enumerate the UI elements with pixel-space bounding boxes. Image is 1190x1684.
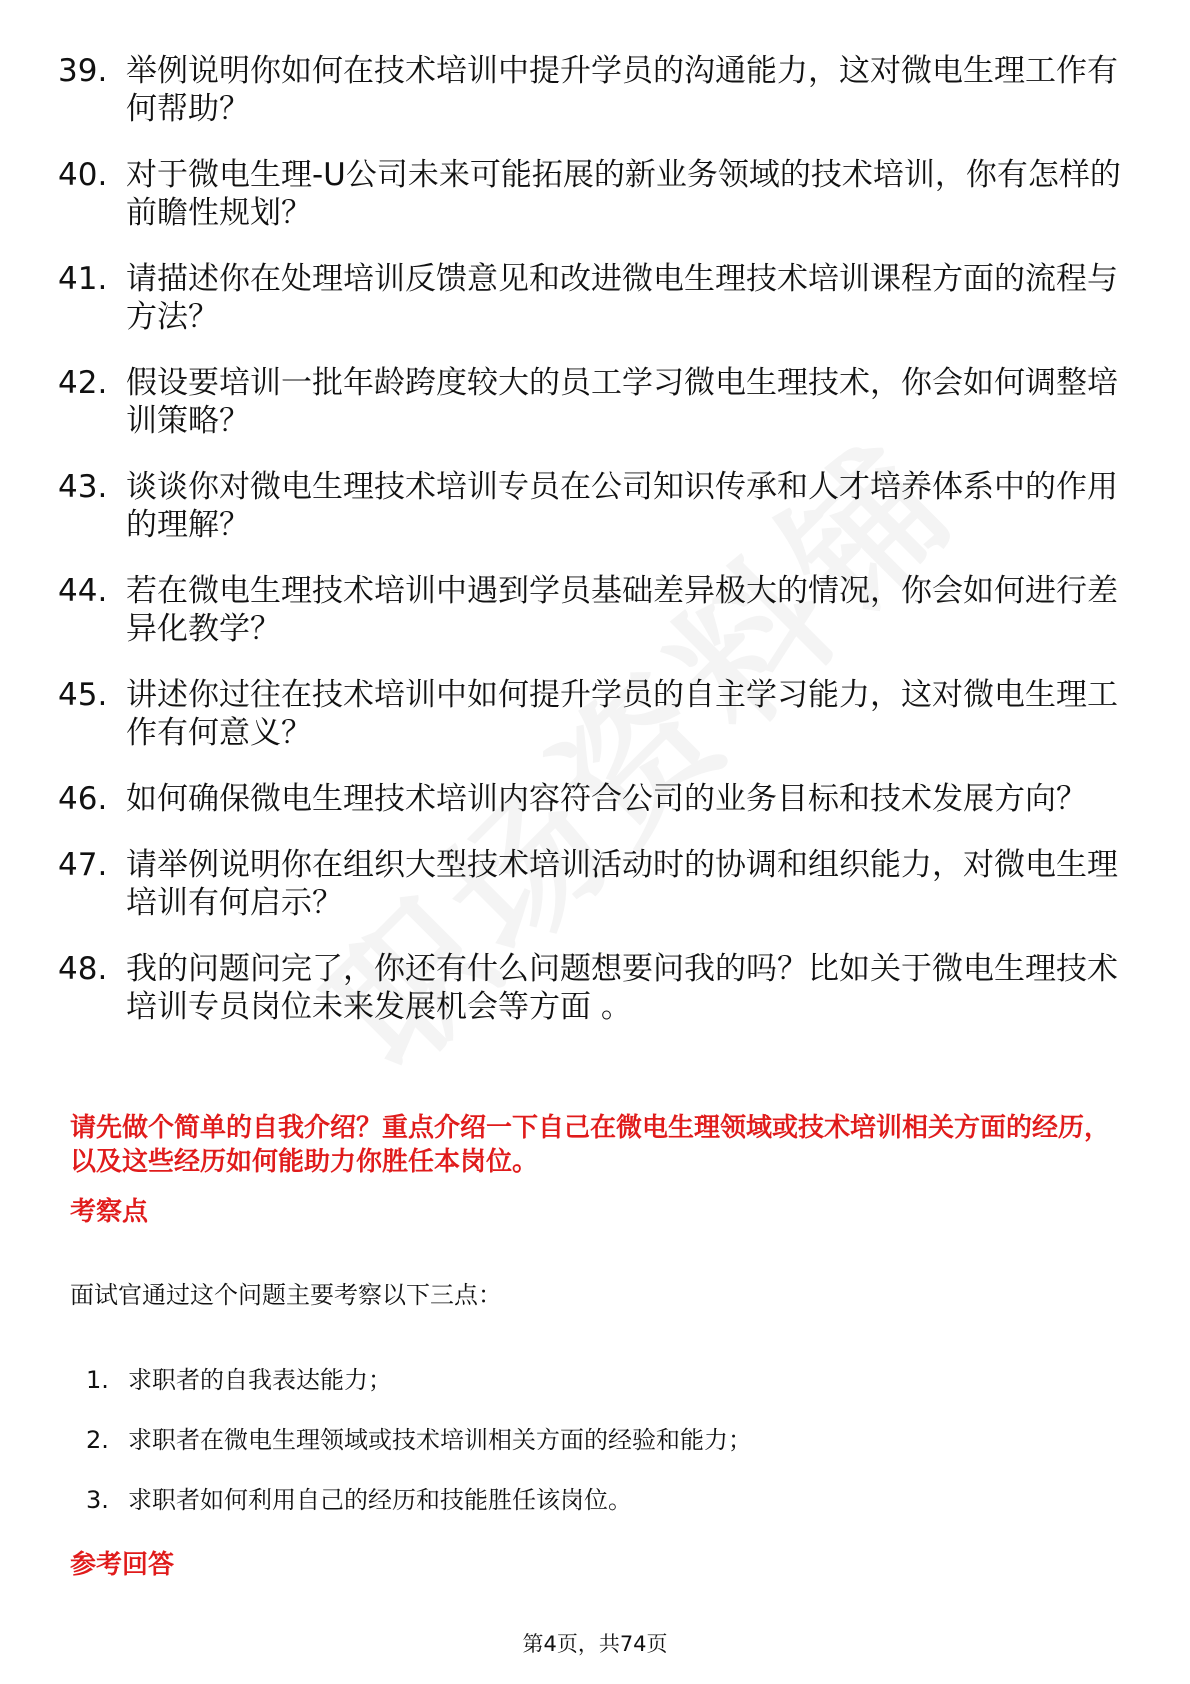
list-item bbox=[58, 156, 1128, 232]
list-item bbox=[86, 1364, 1086, 1396]
question-number: 40. bbox=[58, 157, 108, 193]
question-number: 46. bbox=[58, 781, 108, 817]
question-text: 讲述你过往在技术培训中如何提升学员的自主学习能力，这对微电生理工作有何意义？ bbox=[126, 677, 1118, 751]
question-text: 对于微电生理-U公司未来可能拓展的新业务领域的技术培训，你有怎样的前瞻性规划？ bbox=[126, 157, 1121, 231]
question-number: 44. bbox=[58, 573, 108, 609]
section-title-examine: 考察点 bbox=[70, 1197, 149, 1227]
intro-text: 面试官通过这个问题主要考察以下三点： bbox=[70, 1281, 502, 1309]
point-text: 求职者在微电生理领域或技术培训相关方面的经验和能力； bbox=[128, 1426, 752, 1454]
question-text: 请描述你在处理培训反馈意见和改进微电生理技术培训课程方面的流程与方法？ bbox=[126, 261, 1118, 335]
point-number: 1. bbox=[86, 1366, 109, 1394]
list-item bbox=[58, 780, 1128, 818]
point-text: 求职者如何利用自己的经历和技能胜任该岗位。 bbox=[128, 1486, 632, 1514]
highlight-question: 请先做个简单的自我介绍？重点介绍一下自己在微电生理领域或技术培训相关方面的经历，以及这些经历如何能助力你胜任本岗位。 bbox=[70, 1113, 1111, 1177]
question-text: 举例说明你如何在技术培训中提升学员的沟通能力，这对微电生理工作有何帮助？ bbox=[126, 53, 1118, 127]
question-number: 47. bbox=[58, 847, 108, 883]
question-number: 39. bbox=[58, 53, 108, 89]
list-item bbox=[86, 1484, 1086, 1516]
point-text: 求职者的自我表达能力； bbox=[128, 1366, 392, 1394]
list-item bbox=[58, 364, 1128, 440]
list-item bbox=[58, 950, 1128, 1026]
list-item bbox=[58, 468, 1128, 544]
list-item bbox=[58, 52, 1128, 128]
question-text: 谈谈你对微电生理技术培训专员在公司知识传承和人才培养体系中的作用的理解？ bbox=[126, 469, 1118, 543]
question-number: 45. bbox=[58, 677, 108, 713]
question-text: 若在微电生理技术培训中遇到学员基础差异极大的情况，你会如何进行差异化教学？ bbox=[126, 573, 1118, 647]
point-number: 3. bbox=[86, 1486, 109, 1514]
question-list bbox=[58, 52, 1128, 1054]
list-item bbox=[86, 1424, 1086, 1456]
section-title-answer: 参考回答 bbox=[70, 1550, 175, 1580]
question-number: 41. bbox=[58, 261, 108, 297]
point-number: 2. bbox=[86, 1426, 109, 1454]
list-item bbox=[58, 846, 1128, 922]
list-item bbox=[58, 572, 1128, 648]
page-footer: 第4页，共74页 bbox=[522, 1632, 668, 1656]
question-text: 请举例说明你在组织大型技术培训活动时的协调和组织能力，对微电生理培训有何启示？ bbox=[126, 847, 1118, 921]
examine-points bbox=[86, 1364, 1086, 1544]
question-number: 43. bbox=[58, 469, 108, 505]
question-number: 42. bbox=[58, 365, 108, 401]
question-text: 我的问题问完了，你还有什么问题想要问我的吗？比如关于微电生理技术培训专员岗位未来发展机会等方面 。 bbox=[126, 951, 1118, 1025]
question-number: 48. bbox=[58, 951, 108, 987]
list-item bbox=[58, 260, 1128, 336]
question-text: 如何确保微电生理技术培训内容符合公司的业务目标和技术发展方向？ bbox=[126, 781, 1087, 817]
question-text: 假设要培训一批年龄跨度较大的员工学习微电生理技术，你会如何调整培训策略？ bbox=[126, 365, 1118, 439]
list-item bbox=[58, 676, 1128, 752]
